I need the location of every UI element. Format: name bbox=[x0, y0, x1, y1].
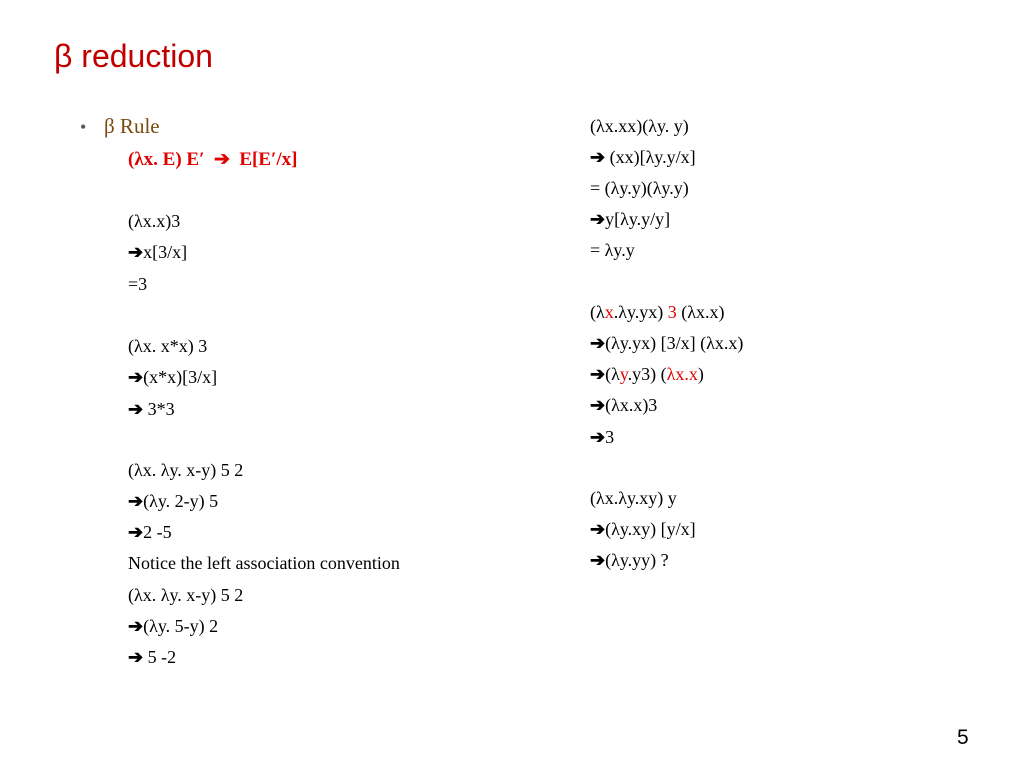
expression-text: (λx.x) bbox=[676, 302, 725, 322]
rule-lhs: (λx. E) E′ bbox=[128, 149, 205, 170]
arrow-icon: ➔ bbox=[590, 147, 606, 167]
page-number: 5 bbox=[957, 726, 969, 749]
expression-text: (x*x)[3/x] bbox=[143, 367, 218, 387]
expression-text: .y3) ( bbox=[627, 364, 667, 384]
expression-text: (λy. 2-y) 5 bbox=[143, 491, 219, 511]
arrow-icon: ➔ bbox=[128, 367, 144, 387]
expression-text: Notice the left association convention bbox=[128, 553, 400, 573]
arrow-icon: ➔ bbox=[590, 550, 606, 570]
arrow-icon: ➔ bbox=[590, 519, 606, 539]
derivation-line bbox=[128, 399, 175, 420]
arrow-icon: ➔ bbox=[213, 149, 230, 170]
derivation-line bbox=[128, 647, 176, 668]
beta-rule bbox=[128, 148, 297, 171]
arrow-icon: ➔ bbox=[590, 364, 606, 384]
expression-text: λx.x bbox=[666, 364, 698, 384]
expression-text: (λ bbox=[590, 302, 605, 322]
expression-text: = (λy.y)(λy.y) bbox=[590, 178, 689, 198]
expression-text: (λx. x*x) 3 bbox=[128, 336, 208, 356]
derivation-line bbox=[590, 519, 696, 540]
derivation-line bbox=[128, 616, 218, 637]
derivation-line bbox=[590, 240, 635, 261]
expression-text: (λx.xx)(λy. y) bbox=[590, 116, 689, 136]
derivation-line bbox=[128, 336, 207, 357]
expression-text: (xx)[λy.y/x] bbox=[605, 147, 696, 167]
derivation-line bbox=[590, 116, 689, 137]
expression-text: ) bbox=[697, 364, 704, 384]
expression-text: y[λy.y/y] bbox=[605, 209, 671, 229]
expression-text: = λy.y bbox=[590, 240, 635, 260]
arrow-icon: ➔ bbox=[128, 491, 144, 511]
derivation-line bbox=[128, 553, 400, 574]
expression-text: 3 bbox=[667, 302, 677, 322]
expression-text: 3*3 bbox=[143, 399, 175, 419]
derivation-line bbox=[128, 242, 187, 263]
expression-text: 3 bbox=[605, 427, 615, 447]
derivation-line bbox=[590, 550, 669, 571]
derivation-line bbox=[128, 367, 217, 388]
expression-text: (λy. 5-y) 2 bbox=[143, 616, 219, 636]
arrow-icon: ➔ bbox=[128, 647, 144, 667]
bullet-label: β Rule bbox=[104, 114, 160, 138]
expression-text: (λx. λy. x-y) 5 2 bbox=[128, 585, 244, 605]
expression-text: =3 bbox=[128, 274, 148, 294]
expression-text: (λy.yy) ? bbox=[605, 550, 669, 570]
expression-text: x[3/x] bbox=[143, 242, 188, 262]
expression-text: (λy.yx) [3/x] (λx.x) bbox=[605, 333, 744, 353]
expression-text: (λx.λy.xy) y bbox=[590, 488, 677, 508]
derivation-line bbox=[590, 209, 670, 230]
derivation-line bbox=[590, 427, 614, 448]
expression-text: 2 -5 bbox=[143, 522, 172, 542]
derivation-line bbox=[590, 395, 657, 416]
arrow-icon: ➔ bbox=[128, 616, 144, 636]
expression-text: (λx.x)3 bbox=[128, 211, 181, 231]
bullet-item bbox=[80, 114, 160, 139]
derivation-line bbox=[590, 364, 704, 385]
expression-text: 5 -2 bbox=[143, 647, 177, 667]
arrow-icon: ➔ bbox=[128, 242, 144, 262]
arrow-icon: ➔ bbox=[128, 522, 144, 542]
arrow-icon: ➔ bbox=[590, 333, 606, 353]
derivation-line bbox=[128, 211, 180, 232]
rule-rhs: E[E′/x] bbox=[239, 149, 298, 170]
derivation-line bbox=[128, 522, 172, 543]
expression-text: (λ bbox=[605, 364, 620, 384]
expression-text: (λx.x)3 bbox=[605, 395, 658, 415]
arrow-icon: ➔ bbox=[128, 399, 144, 419]
derivation-line bbox=[590, 302, 725, 323]
derivation-line bbox=[590, 147, 696, 168]
expression-text: y bbox=[619, 364, 628, 384]
derivation-line bbox=[590, 178, 689, 199]
expression-text: .λy.yx) bbox=[613, 302, 668, 322]
derivation-line bbox=[590, 333, 743, 354]
bullet-icon: • bbox=[80, 117, 87, 137]
derivation-line bbox=[128, 460, 243, 481]
arrow-icon: ➔ bbox=[590, 427, 606, 447]
derivation-line bbox=[128, 274, 147, 295]
derivation-line bbox=[128, 491, 218, 512]
derivation-line bbox=[128, 585, 243, 606]
arrow-icon: ➔ bbox=[590, 395, 606, 415]
arrow-icon: ➔ bbox=[590, 209, 606, 229]
expression-text: (λx. λy. x-y) 5 2 bbox=[128, 460, 244, 480]
expression-text: (λy.xy) [y/x] bbox=[605, 519, 696, 539]
slide-title: β reduction bbox=[54, 38, 213, 74]
expression-text: x bbox=[604, 302, 614, 322]
derivation-line bbox=[590, 488, 677, 509]
